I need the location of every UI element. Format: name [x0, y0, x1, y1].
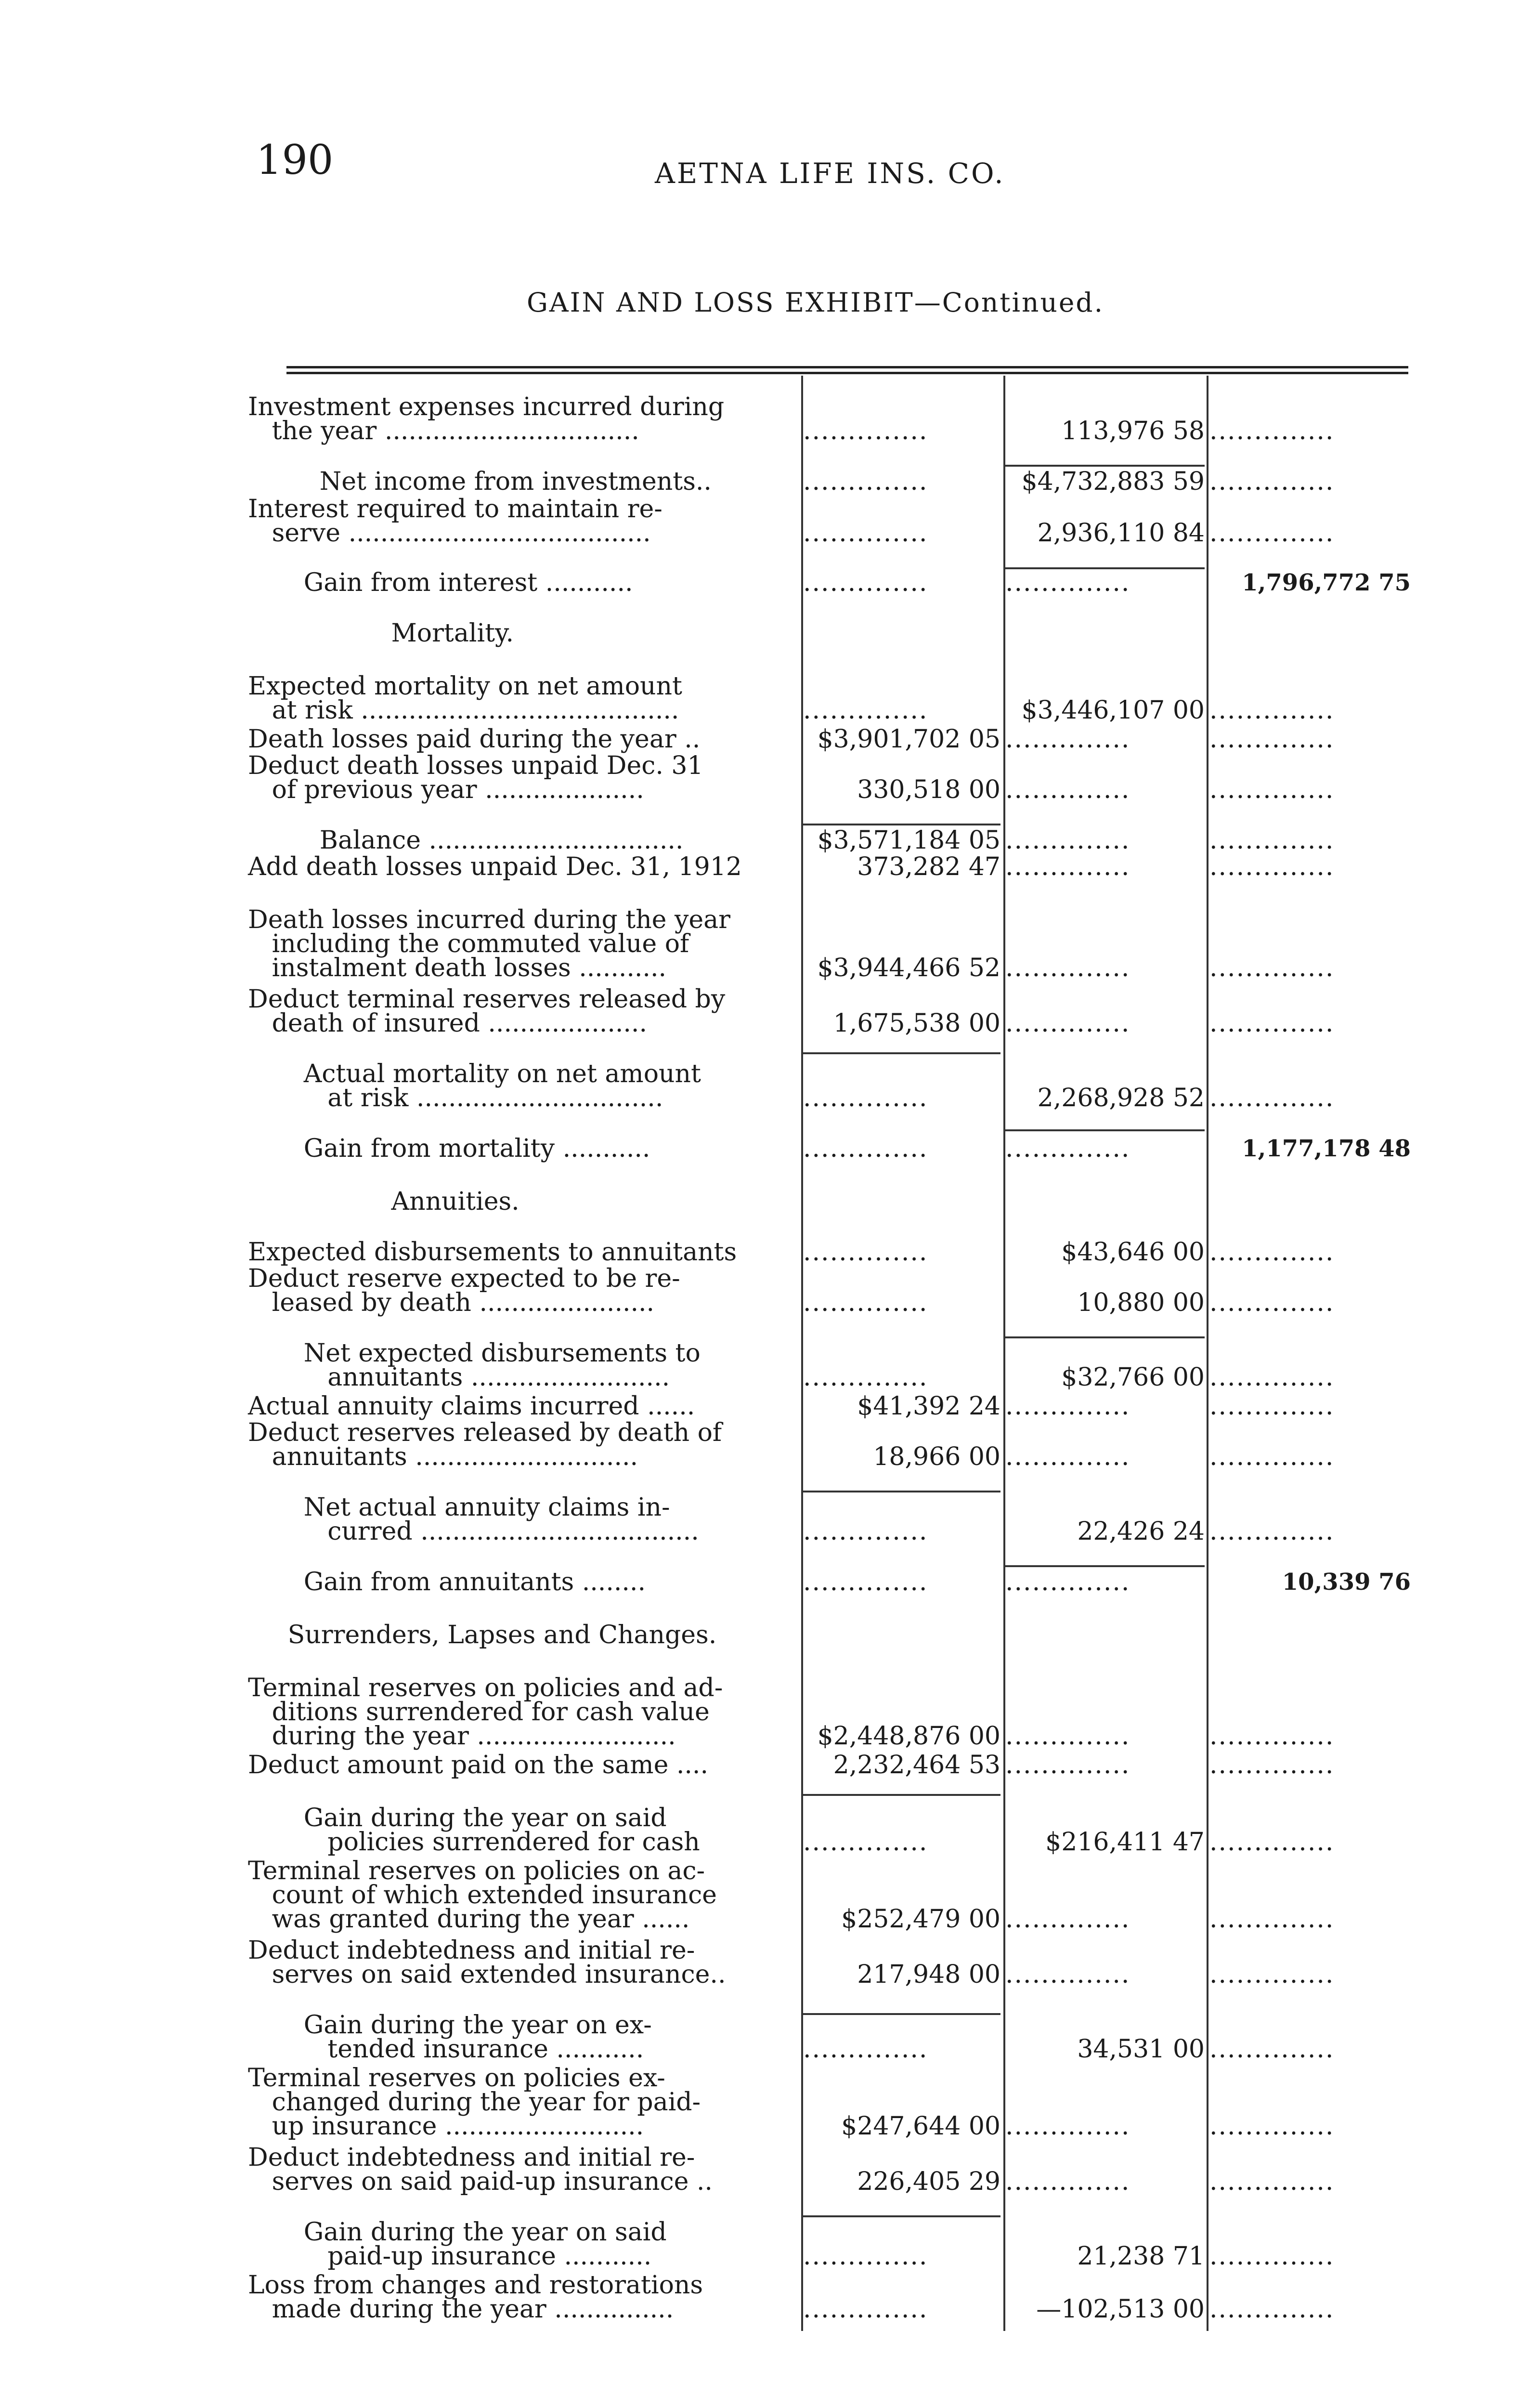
leader-dots: .............. [803, 696, 928, 725]
leader-dots: .............. [1005, 826, 1130, 855]
row-label [248, 1418, 722, 1471]
label-line: Gain during the year on ex- [248, 2011, 652, 2040]
label-line: Gain from interest ........... [248, 568, 633, 597]
leader-dots: .............. [803, 1238, 928, 1267]
label-line: Expected mortality on net amount [248, 672, 682, 701]
leader-dots: .............. [1209, 2035, 1335, 2064]
label-line: up insurance ......................... [248, 2112, 644, 2141]
label-line: leased by death ...................... [248, 1288, 655, 1317]
row-label [248, 568, 633, 597]
row-label [248, 1804, 700, 1857]
section-heading [248, 1623, 716, 1647]
amount-cell: $3,944,466 52 [817, 954, 1000, 982]
amount-cell: 373,282 47 [857, 852, 1000, 881]
label-line: the year ................................ [248, 417, 639, 445]
amount-cell: 22,426 24 [1077, 1517, 1205, 1546]
amount-cell: —102,513 00 [1036, 2295, 1205, 2324]
leader-dots: .............. [1209, 417, 1335, 445]
leader-dots: .............. [1209, 954, 1335, 982]
leader-dots: .............. [803, 1363, 928, 1392]
amount-cell: 113,976 58 [1061, 417, 1205, 445]
row-label [248, 1062, 701, 1110]
leader-dots: .............. [1209, 1828, 1335, 1857]
label-line: Actual mortality on net amount [248, 1060, 701, 1088]
leader-dots: .............. [1209, 1751, 1335, 1780]
label-line: Terminal reserves on policies and ad- [248, 1674, 723, 1702]
leader-dots: .............. [1209, 1905, 1335, 1934]
label-line: tended insurance ........... [248, 2035, 644, 2064]
label-line: Deduct terminal reserves released by [248, 985, 726, 1014]
label-line: of previous year .................... [248, 775, 644, 804]
row-label [248, 852, 742, 881]
label-line: Net income from investments.. [248, 467, 712, 496]
label-line: Death losses paid during the year .. [248, 725, 701, 754]
row-label [248, 672, 682, 725]
subtotal-rule [1005, 1565, 1205, 1567]
subtotal-rule [803, 2215, 1000, 2217]
amount-cell: 2,268,928 52 [1037, 1084, 1205, 1112]
amount-cell: 226,405 29 [857, 2167, 1000, 2196]
leader-dots: .............. [1209, 2242, 1335, 2271]
row-label [248, 495, 663, 548]
label-line: Net expected disbursements to [248, 1339, 701, 1368]
leader-dots: .............. [1005, 852, 1130, 881]
label-line: made during the year ............... [248, 2295, 674, 2324]
label-line: Gain during the year on said [248, 1804, 667, 1832]
label-line: Interest required to maintain re- [248, 495, 663, 523]
exhibit-title: GAIN AND LOSS EXHIBIT—Continued. [527, 287, 1104, 318]
label-line: changed during the year for paid- [248, 2088, 701, 2117]
section-heading [248, 1187, 520, 1216]
label-line: ditions surrendered for cash value [248, 1698, 710, 1727]
amount-cell: 10,880 00 [1077, 1288, 1205, 1317]
running-title: AETNA LIFE INS. CO. [655, 157, 1005, 190]
row-label [248, 1857, 717, 1934]
leader-dots: .............. [1005, 1442, 1130, 1471]
label-line: Terminal reserves on policies ex- [248, 2064, 665, 2093]
label-line: Mortality. [248, 619, 514, 648]
row-label [248, 1134, 650, 1163]
amount-cell: $32,766 00 [1061, 1363, 1205, 1392]
top-rule-2 [286, 372, 1408, 374]
row-label [248, 1938, 726, 1987]
leader-dots: .............. [1005, 1568, 1130, 1597]
leader-dots: .............. [1209, 467, 1335, 496]
row-label [248, 1264, 680, 1317]
leader-dots: .............. [1209, 696, 1335, 725]
row-label [248, 1392, 695, 1421]
label-line: paid-up insurance ........... [248, 2242, 652, 2271]
amount-cell: 34,531 00 [1077, 2035, 1205, 2064]
leader-dots: .............. [1005, 775, 1130, 804]
label-line: Deduct reserve expected to be re- [248, 1264, 680, 1293]
label-line: curred ................................... [248, 1517, 699, 1546]
amount-cell: 1,796,772 75 [1242, 569, 1411, 596]
leader-dots: .............. [803, 1828, 928, 1857]
row-label [248, 751, 703, 804]
leader-dots: .............. [1005, 1751, 1130, 1780]
leader-dots: .............. [1005, 1960, 1130, 1989]
leader-dots: .............. [803, 1568, 928, 1597]
label-line: Deduct indebtedness and initial re- [248, 1936, 695, 1965]
leader-dots: .............. [1005, 1722, 1130, 1751]
leader-dots: .............. [1209, 775, 1335, 804]
leader-dots: .............. [803, 1134, 928, 1163]
row-label [248, 1238, 737, 1267]
leader-dots: .............. [1209, 1288, 1335, 1317]
leader-dots: .............. [1209, 1084, 1335, 1112]
leader-dots: .............. [803, 417, 928, 445]
amount-cell: 330,518 00 [857, 775, 1000, 804]
label-line: Annuities. [248, 1187, 520, 1216]
label-line: Investment expenses incurred during [248, 393, 725, 421]
label-line: at risk ........................................ [248, 696, 679, 725]
leader-dots: .............. [1005, 2167, 1130, 2196]
amount-cell: 1,177,178 48 [1242, 1135, 1411, 1162]
leader-dots: .............. [803, 2242, 928, 2271]
subtotal-rule [803, 824, 1000, 825]
leader-dots: .............. [1005, 1392, 1130, 1421]
amount-cell: 2,232,464 53 [833, 1751, 1000, 1780]
leader-dots: .............. [1005, 1009, 1130, 1038]
row-label [248, 1674, 723, 1751]
amount-cell: 217,948 00 [857, 1960, 1000, 1989]
label-line: Deduct death losses unpaid Dec. 31 [248, 751, 703, 780]
label-line: at risk ............................... [248, 1084, 663, 1112]
amount-cell: $41,392 24 [857, 1392, 1000, 1421]
leader-dots: .............. [803, 467, 928, 496]
row-label [248, 1339, 701, 1392]
row-label [248, 905, 730, 982]
column-divider [1207, 376, 1208, 2331]
amount-cell: 1,675,538 00 [833, 1009, 1000, 1038]
amount-cell: $3,446,107 00 [1021, 696, 1205, 725]
amount-cell: 21,238 71 [1077, 2242, 1205, 2271]
label-line: was granted during the year ...... [248, 1905, 690, 1934]
label-line: annuitants ............................ [248, 1442, 638, 1471]
label-line: Gain from mortality ........... [248, 1134, 650, 1163]
leader-dots: .............. [1209, 1722, 1335, 1751]
leader-dots: .............. [803, 568, 928, 597]
label-line: Deduct amount paid on the same .... [248, 1751, 708, 1780]
leader-dots: .............. [1209, 2295, 1335, 2324]
label-line: annuitants ......................... [248, 1363, 670, 1392]
leader-dots: .............. [1209, 2112, 1335, 2141]
label-line: count of which extended insurance [248, 1881, 717, 1910]
amount-cell: 2,936,110 84 [1037, 519, 1205, 548]
amount-cell: $3,901,702 05 [817, 725, 1000, 754]
leader-dots: .............. [1209, 826, 1335, 855]
label-line: during the year ......................... [248, 1722, 676, 1751]
leader-dots: .............. [1005, 568, 1130, 597]
row-label [248, 826, 684, 855]
leader-dots: .............. [803, 519, 928, 548]
label-line: serve ...................................... [248, 519, 651, 548]
label-line: Surrenders, Lapses and Changes. [248, 1621, 717, 1649]
leader-dots: .............. [1209, 1442, 1335, 1471]
label-line: Actual annuity claims incurred ...... [248, 1392, 695, 1421]
leader-dots: .............. [1005, 1905, 1130, 1934]
row-label [248, 467, 712, 496]
row-label [248, 395, 724, 443]
leader-dots: .............. [1209, 1238, 1335, 1267]
subtotal-rule [1005, 1336, 1205, 1338]
label-line: including the commuted value of [248, 929, 689, 958]
leader-dots: .............. [803, 2295, 928, 2324]
subtotal-rule [1005, 567, 1205, 569]
leader-dots: .............. [1209, 2167, 1335, 2196]
label-line: Deduct reserves released by death of [248, 1418, 722, 1447]
subtotal-rule [803, 1491, 1000, 1492]
amount-cell: $216,411 47 [1045, 1828, 1205, 1857]
row-label [248, 2011, 652, 2064]
label-line: Balance ................................ [248, 826, 684, 855]
subtotal-rule [1005, 465, 1205, 467]
row-label [248, 2064, 701, 2141]
leader-dots: .............. [1209, 1009, 1335, 1038]
leader-dots: .............. [803, 1084, 928, 1112]
subtotal-rule [1005, 1129, 1205, 1131]
label-line: policies surrendered for cash [248, 1828, 700, 1857]
label-line: Terminal reserves on policies on ac- [248, 1857, 705, 1885]
label-line: Gain from annuitants ........ [248, 1568, 646, 1597]
label-line: Expected disbursements to annuitants [248, 1238, 737, 1267]
leader-dots: .............. [803, 1288, 928, 1317]
leader-dots: .............. [803, 1517, 928, 1546]
label-line: death of insured .................... [248, 1009, 647, 1038]
amount-cell: 10,339 76 [1282, 1569, 1411, 1596]
row-label [248, 725, 701, 754]
leader-dots: .............. [1005, 725, 1130, 754]
leader-dots: .............. [1209, 1392, 1335, 1421]
label-line: Deduct indebtedness and initial re- [248, 2143, 695, 2172]
leader-dots: .............. [1209, 519, 1335, 548]
leader-dots: .............. [1209, 725, 1335, 754]
label-line: Death losses incurred during the year [248, 905, 730, 934]
row-label [248, 2143, 713, 2196]
label-line: serves on said extended insurance.. [248, 1960, 726, 1989]
page-number: 190 [256, 136, 334, 183]
leader-dots: .............. [803, 2035, 928, 2064]
amount-cell: $3,571,184 05 [817, 826, 1000, 855]
leader-dots: .............. [1005, 1134, 1130, 1163]
section-heading [248, 619, 514, 648]
label-line: Add death losses unpaid Dec. 31, 1912 [248, 852, 742, 881]
amount-cell: $4,732,883 59 [1021, 467, 1205, 496]
subtotal-rule [803, 1794, 1000, 1796]
subtotal-rule [803, 1052, 1000, 1054]
leader-dots: .............. [1005, 954, 1130, 982]
amount-cell: 18,966 00 [873, 1442, 1000, 1471]
leader-dots: .............. [1005, 2112, 1130, 2141]
row-label [248, 2218, 667, 2271]
subtotal-rule [803, 2013, 1000, 2015]
amount-cell: $247,644 00 [841, 2112, 1000, 2141]
label-line: Loss from changes and restorations [248, 2271, 703, 2300]
amount-cell: $2,448,876 00 [817, 1722, 1000, 1751]
top-rule [286, 366, 1408, 368]
row-label [248, 1495, 699, 1544]
row-label [248, 2271, 703, 2324]
leader-dots: .............. [1209, 852, 1335, 881]
label-line: instalment death losses ........... [248, 954, 667, 982]
row-label [248, 1751, 708, 1780]
label-line: Gain during the year on said [248, 2218, 667, 2247]
amount-cell: $252,479 00 [841, 1905, 1000, 1934]
leader-dots: .............. [1209, 1960, 1335, 1989]
label-line: Net actual annuity claims in- [248, 1493, 670, 1522]
row-label [248, 985, 726, 1038]
leader-dots: .............. [1209, 1517, 1335, 1546]
row-label [248, 1568, 646, 1597]
label-line: serves on said paid-up insurance .. [248, 2167, 713, 2196]
leader-dots: .............. [1209, 1363, 1335, 1392]
amount-cell: $43,646 00 [1061, 1238, 1205, 1267]
